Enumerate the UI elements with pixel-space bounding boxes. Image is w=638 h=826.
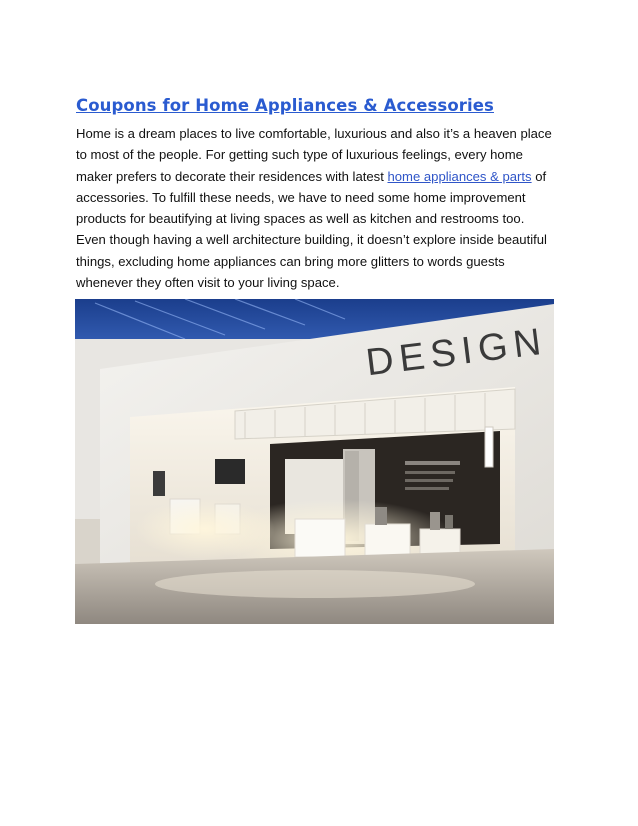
body-line-8: whenever they often visit to your living space. xyxy=(76,275,340,291)
product xyxy=(375,507,387,525)
left-screen xyxy=(215,459,245,484)
text-block-4 xyxy=(405,487,449,490)
left-frame xyxy=(153,471,165,496)
text-block-3 xyxy=(405,479,453,482)
page-title[interactable]: Coupons for Home Appliances & Accessories xyxy=(76,96,494,115)
right-slot xyxy=(485,427,493,467)
body-line-3-start: maker prefers to decorate their residences with latest xyxy=(76,168,388,184)
body-line-3-end: of xyxy=(531,168,547,184)
body-line-7: things, excluding home appliances can bring more glitters to words guests xyxy=(76,253,505,269)
body-line-3 xyxy=(76,166,568,187)
text-block-2 xyxy=(405,471,455,474)
text-block xyxy=(405,461,460,465)
product-3 xyxy=(445,515,453,529)
body-line-1: Home is a dream places to live comfortable, luxurious and also it’s a heaven place xyxy=(76,126,552,141)
light-glow-2 xyxy=(135,499,275,559)
floor-reflection xyxy=(155,570,475,598)
home-appliances-link[interactable]: home appliances & parts xyxy=(387,168,532,184)
body-line-5: products for beautifying at living spaces as well as kitchen and restrooms too. xyxy=(76,211,525,227)
body-line-4: accessories. To fulfill these needs, we have to need some home improvement xyxy=(76,189,526,205)
article-body xyxy=(76,123,568,293)
design-sign: DESIGN xyxy=(363,320,550,385)
pedestal xyxy=(295,519,345,557)
body-line-6: Even though having a well architecture building, it doesn’t explore inside beautiful xyxy=(76,232,547,248)
product-2 xyxy=(430,512,440,530)
body-line-2: to most of the people. For getting such type of luxurious feelings, every home xyxy=(76,147,523,163)
showroom-photo xyxy=(75,299,554,624)
